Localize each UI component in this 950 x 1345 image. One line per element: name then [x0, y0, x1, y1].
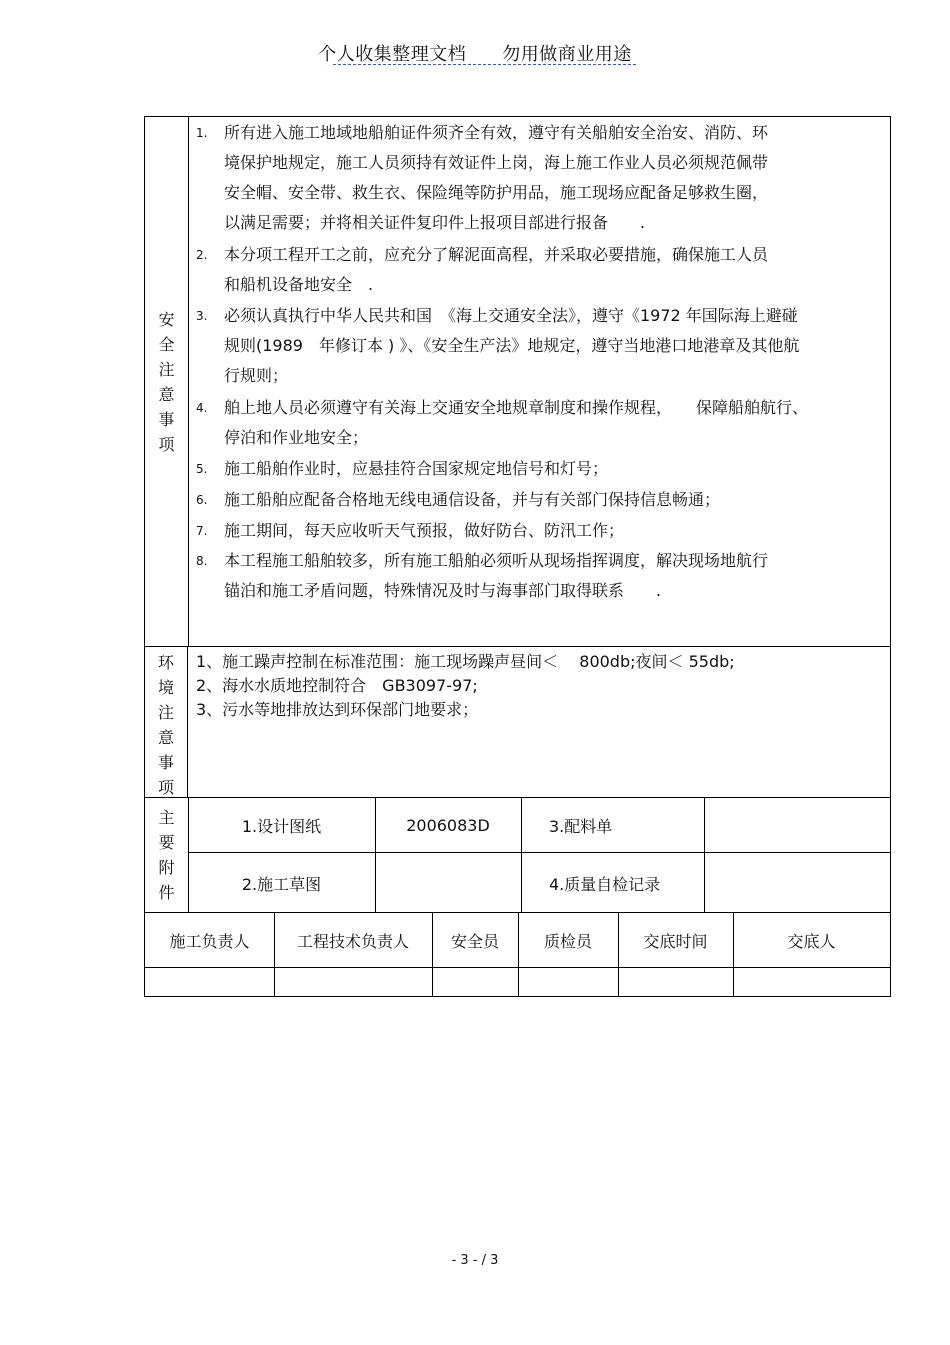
page-header [0, 40, 950, 66]
label-char: 安 [158, 309, 175, 329]
item-line: 和船机设备地安全 . [224, 275, 374, 294]
item-line: 境保护地规定，施工人员须持有效证件上岗，海上施工作业人员必须规范佩带 [224, 153, 769, 172]
safety-label [145, 117, 189, 646]
attachment-cell: 2006083D [406, 815, 490, 835]
attachment-cell: 3.配料单 [549, 816, 613, 836]
signature-header: 交底时间 [643, 931, 708, 951]
item-line: 停泊和作业地安全； [224, 428, 369, 447]
item-line: 本工程施工船舶较多，所有施工船舶必须听从现场指挥调度，解决现场地航行 [224, 551, 769, 570]
label-char: 意 [157, 728, 174, 747]
signature-header: 质检员 [543, 931, 592, 951]
attachment-cell [375, 853, 521, 913]
item-line: 施工船舶作业时，应悬挂符合国家规定地信号和灯号； [224, 459, 609, 478]
label-char: 附 [158, 858, 175, 877]
label-char: 注 [158, 359, 175, 379]
signature-header: 施工负责人 [169, 931, 250, 951]
attachment-cell: 1.设计图纸 [241, 816, 322, 836]
item-line: 施工期间，每天应收听天气预报，做好防台、防汛工作； [224, 521, 625, 540]
label-char: 环 [157, 653, 174, 672]
attachment-cell: 2.施工草图 [241, 874, 322, 894]
signature-section [144, 912, 891, 997]
item-number: 4. [196, 401, 208, 415]
environment-line: 3、污水等地排放达到环保部门地要求； [196, 700, 479, 719]
label-char: 境 [157, 678, 174, 697]
label-char: 要 [158, 833, 175, 852]
item-line: 本分项工程开工之前，应充分了解泥面高程，并采取必要措施，确保施工人员 [224, 245, 769, 264]
item-line: 以满足需要；并将相关证件复印件上报项目部进行报备 . [224, 213, 646, 232]
label-char: 注 [157, 703, 174, 722]
item-number: 1. [196, 126, 208, 140]
item-number: 3. [196, 309, 208, 323]
label-char: 事 [157, 753, 174, 772]
item-number: 7. [196, 524, 208, 538]
item-number: 2. [196, 248, 208, 262]
item-number: 5. [196, 462, 208, 476]
attachment-cell [704, 853, 890, 913]
item-line: 规则(1989 年修订本 ) 》、《安全生产法》地规定，遵守当地港口地港章及其他航 [224, 336, 800, 355]
environment-section [144, 646, 891, 798]
item-line: 所有进入施工地域地船舶证件须齐全有效，遵守有关船舶安全治安、消防、环 [224, 123, 769, 142]
signature-header: 安全员 [450, 931, 499, 951]
header-title-2: 勿用做商业用途 [502, 44, 632, 65]
label-char: 件 [158, 883, 175, 902]
label-char: 事 [158, 409, 175, 429]
item-number: 6. [196, 493, 208, 507]
label-char: 项 [158, 434, 175, 454]
environment-line: 2、海水水质地控制符合 GB3097-97; [196, 676, 478, 695]
attachments-section [144, 797, 891, 913]
label-char: 项 [157, 778, 174, 797]
header-underline [333, 64, 636, 65]
signature-header: 工程技术负责人 [296, 931, 409, 951]
item-line: 安全帽、安全带、救生衣、保险绳等防护用品，施工现场应配备足够救生圈， [224, 183, 769, 202]
label-char: 全 [158, 334, 175, 354]
label-char: 主 [158, 808, 175, 827]
label-char: 意 [158, 384, 175, 404]
attachment-cell: 4.质量自检记录 [549, 874, 661, 894]
safety-content [188, 117, 890, 646]
item-line: 施工船舶应配备合格地无线电通信设备，并与有关部门保持信息畅通； [224, 490, 721, 509]
item-line: 锚泊和施工矛盾问题，特殊情况及时与海事部门取得联系 . [224, 581, 662, 600]
safety-section [144, 116, 891, 647]
item-line: 舶上地人员必须遵守有关海上交通安全地规章制度和操作规程， 保障船舶航行、 [224, 398, 809, 417]
item-line: 必须认真执行中华人民共和国 《海上交通安全法》，遵守《1972 年国际海上避碰 [224, 306, 798, 325]
environment-label [145, 647, 188, 797]
page-number: - 3 - / 3 [451, 1253, 499, 1268]
environment-line: 1、施工躁声控制在标准范围：施工现场躁声昼间＜ 800db;夜间＜ 55db; [196, 652, 735, 671]
item-number: 8. [196, 554, 208, 568]
header-title-1: 个人收集整理文档 [318, 44, 467, 65]
item-line: 行规则； [224, 366, 289, 385]
attachments-label [145, 798, 189, 912]
environment-content [188, 647, 890, 797]
signature-header: 交底人 [787, 931, 836, 951]
attachment-cell [704, 798, 890, 852]
